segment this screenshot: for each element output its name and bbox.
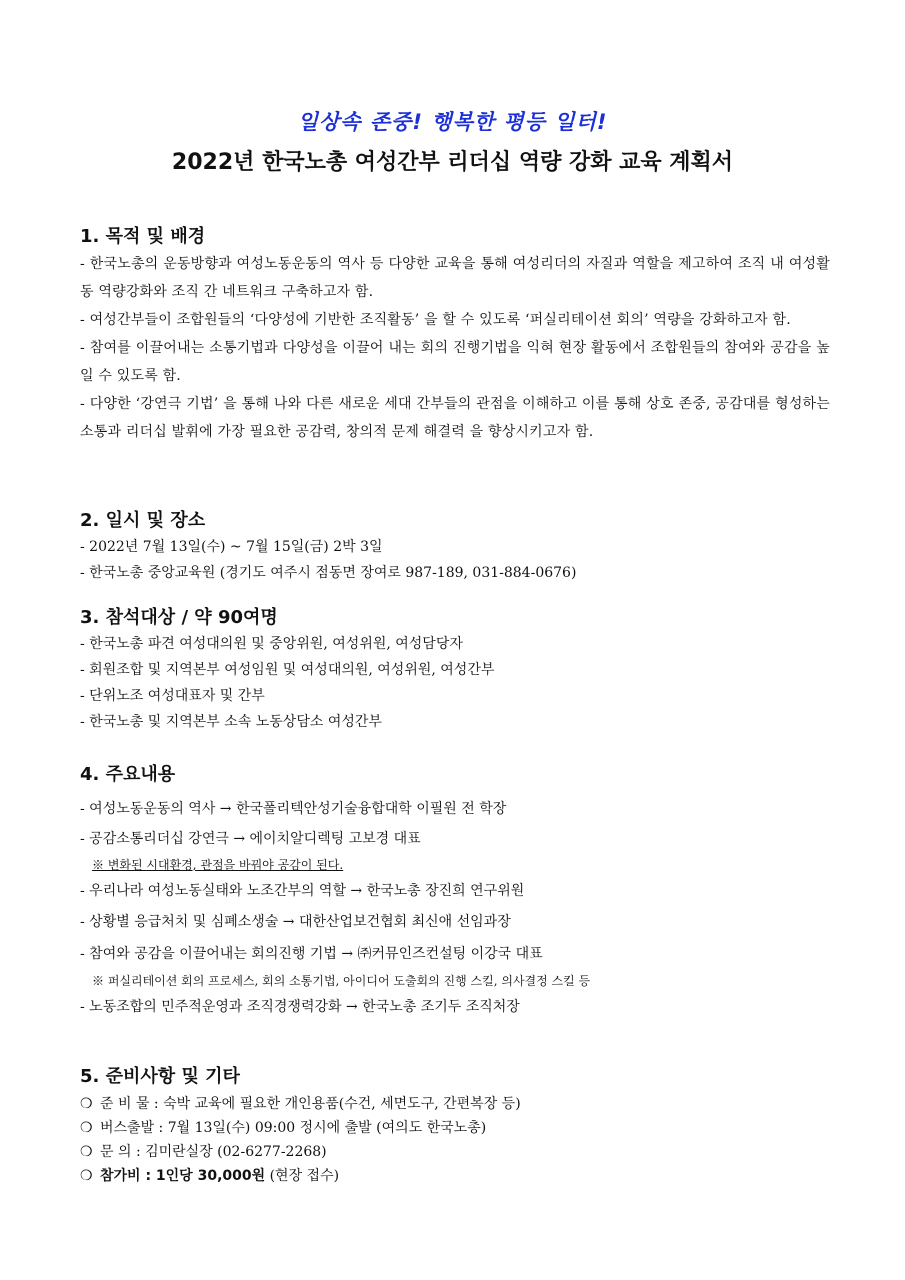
paragraph: - 참여를 이끌어내는 소통기법과 다양성을 이끌어 내는 회의 진행기법을 익혀 현장 활동에서 조합원들의 참여와 공감을 높일 수 있도록 함.: [80, 340, 830, 384]
circle-bullet-icon: ❍: [80, 1120, 93, 1136]
prep-item: [80, 1116, 830, 1140]
list-item: - 회원조합 및 지역본부 여성임원 및 여성대의원, 여성위원, 여성간부: [80, 662, 495, 678]
list-item: - 여성노동운동의 역사 → 한국폴리텍안성기술융합대학 이필원 전 학장: [80, 801, 507, 817]
list-item: - 한국노총 및 지역본부 소속 노동상담소 여성간부: [80, 714, 382, 730]
list-item: - 노동조합의 민주적운영과 조직경쟁력강화 → 한국노총 조기두 조직처장: [80, 999, 520, 1015]
section-heading: 2. 일시 및 장소: [80, 510, 206, 531]
section-heading: 4. 주요내용: [80, 764, 176, 785]
prep-item: [80, 1140, 830, 1164]
section-heading: 5. 준비사항 및 기타: [80, 1066, 240, 1087]
slogan: 일상속 존중! 행복한 평등 일터!: [297, 110, 608, 134]
note: ※ 퍼실리테이션 회의 프로세스, 회의 소통기법, 아이디어 도출회의 진행 스킬, 의사결정 스킬 등: [92, 974, 591, 988]
fee-label: 참가비 : 1인당 30,000원: [100, 1168, 266, 1184]
list-item: - 단위노조 여성대표자 및 간부: [80, 688, 265, 704]
section-participants: [80, 605, 830, 735]
list-item: - 한국노총 파견 여성대의원 및 중앙위원, 여성위원, 여성담당자: [80, 636, 463, 652]
section-schedule: [80, 508, 830, 586]
section-purpose: [80, 224, 830, 446]
circle-bullet-icon: ❍: [80, 1144, 93, 1160]
note: ※ 변화된 시대환경, 관점을 바꿔야 공감이 된다.: [92, 858, 344, 872]
list-item: - 한국노총 중앙교육원 (경기도 여주시 점동면 장여로 987-189, 031-884-0676): [80, 565, 577, 581]
circle-bullet-icon: ❍: [80, 1168, 93, 1184]
section-preparation: [80, 1064, 830, 1188]
prep-text: 준 비 물 : 숙박 교육에 필요한 개인용품(수건, 세면도구, 간편복장 등): [100, 1096, 521, 1112]
document-title: 2022년 한국노총 여성간부 리더십 역량 강화 교육 계획서: [171, 150, 734, 175]
fee-note: (현장 접수): [265, 1168, 340, 1184]
section-heading: 1. 목적 및 배경: [80, 226, 206, 247]
paragraph: - 다양한 ‘강연극 기법’ 을 통해 나와 다른 새로운 세대 간부들의 관점을 이해하고 이를 통해 상호 존중, 공감대를 형성하는 소통과 리더십 발휘에 가장 필요한 공감력, 창의적 문제 해결력 을 향상시키고자 함.: [80, 396, 830, 440]
paragraph: - 여성간부들이 조합원들의 ‘다양성에 기반한 조직활동’ 을 할 수 있도록 ‘퍼실리테이션 회의’ 역량을 강화하고자 함.: [80, 312, 791, 328]
list-item: - 우리나라 여성노동실태와 노조간부의 역할 → 한국노총 장진희 연구위원: [80, 883, 525, 899]
list-item: - 참여와 공감을 이끌어내는 회의진행 기법 → ㈜커뮤인즈컨설팅 이강국 대표: [80, 946, 543, 962]
list-item: - 2022년 7월 13일(수) ~ 7월 15일(금) 2박 3일: [80, 539, 383, 555]
section-contents: [80, 762, 830, 1022]
paragraph: - 한국노총의 운동방향과 여성노동운동의 역사 등 다양한 교육을 통해 여성리더의 자질과 역할을 제고하여 조직 내 여성활동 역량강화와 조직 간 네트워크 구축하고자 함.: [80, 256, 830, 300]
section-heading: 3. 참석대상 / 약 90여명: [80, 607, 278, 628]
list-item: - 공감소통리더십 강연극 → 에이치알디렉팅 고보경 대표: [80, 831, 421, 847]
prep-text: 문 의 : 김미란실장 (02-6277-2268): [100, 1144, 327, 1160]
circle-bullet-icon: ❍: [80, 1096, 93, 1112]
list-item: - 상황별 응급처치 및 심폐소생술 → 대한산업보건협회 최신애 선임과장: [80, 914, 511, 930]
prep-item: [80, 1092, 830, 1116]
prep-item: [80, 1164, 830, 1188]
prep-text: 버스출발 : 7월 13일(수) 09:00 정시에 출발 (여의도 한국노총): [100, 1120, 487, 1136]
